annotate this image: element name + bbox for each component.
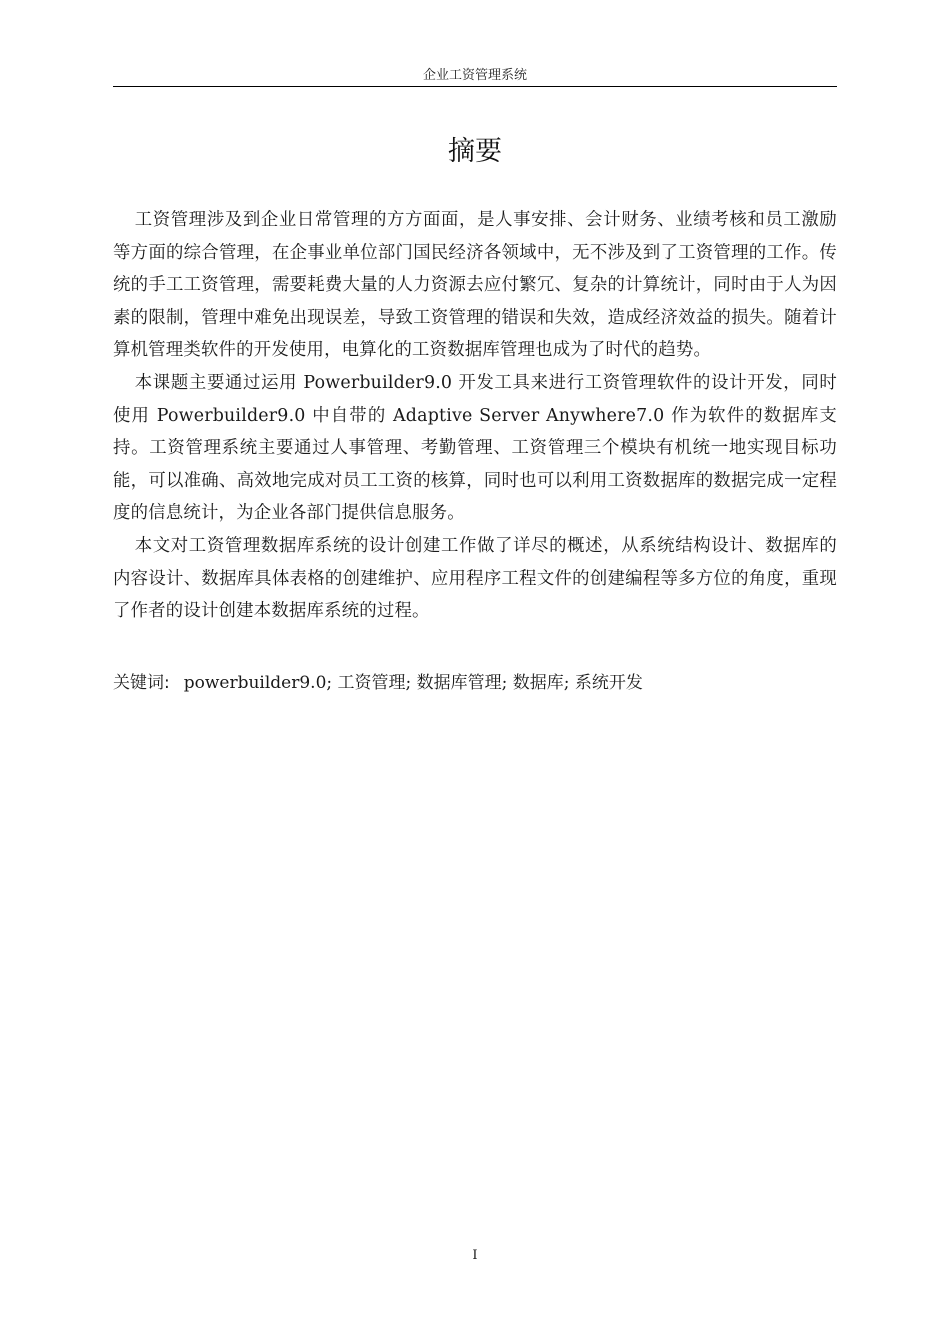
page-header [113, 66, 837, 87]
paragraph-1: 工资管理涉及到企业日常管理的方方面面，是人事安排、会计财务、业绩考核和员工激励等方面的综合管理，在企事业单位部门国民经济各领域中，无不涉及到了工资管理的工作。传统的手工工资管理，需要耗费大量的人力资源去应付繁冗、复杂的计算统计，同时由于人为因素的限制，管理中难免出现误差，导致工资管理的错误和失效，造成经济效益的损失。随着计算机管理类软件的开发使用，电算化的工资数据库管理也成为了时代的趋势。 [113, 210, 837, 361]
running-title: 企业工资管理系统 [422, 68, 527, 83]
keywords-label: 关键词: [113, 673, 170, 693]
paragraph-3: 本文对工资管理数据库系统的设计创建工作做了详尽的概述，从系统结构设计、数据库的内容设计、数据库具体表格的创建维护、应用程序工程文件的创建编程等多方位的角度，重现了作者的设计创建本数据库系统的过程。 [113, 535, 837, 622]
keywords-list: powerbuilder9.0; 工资管理; 数据库管理; 数据库; 系统开发 [183, 673, 643, 693]
keywords-line [113, 668, 837, 698]
paragraph-2: 本课题主要通过运用 Powerbuilder9.0 开发工具来进行工资管理软件的设计开发，同时使用 Powerbuilder9.0 中自带的 Adaptive Server Anywhere7.0 作为软件的数据库支持。工资管理系统主要通过人事管理、考勤管理、工资管理三个模块有机统一地实现目标功能，可以准确、高效地完成对员工工资的核算，同时也可以利用工资数据库的数据完成一定程度的信息统计，为企业各部门提供信息服务。 [113, 372, 837, 524]
page-number: I [472, 1248, 478, 1263]
abstract-title: 摘要 [448, 136, 502, 167]
abstract-body [113, 204, 837, 628]
